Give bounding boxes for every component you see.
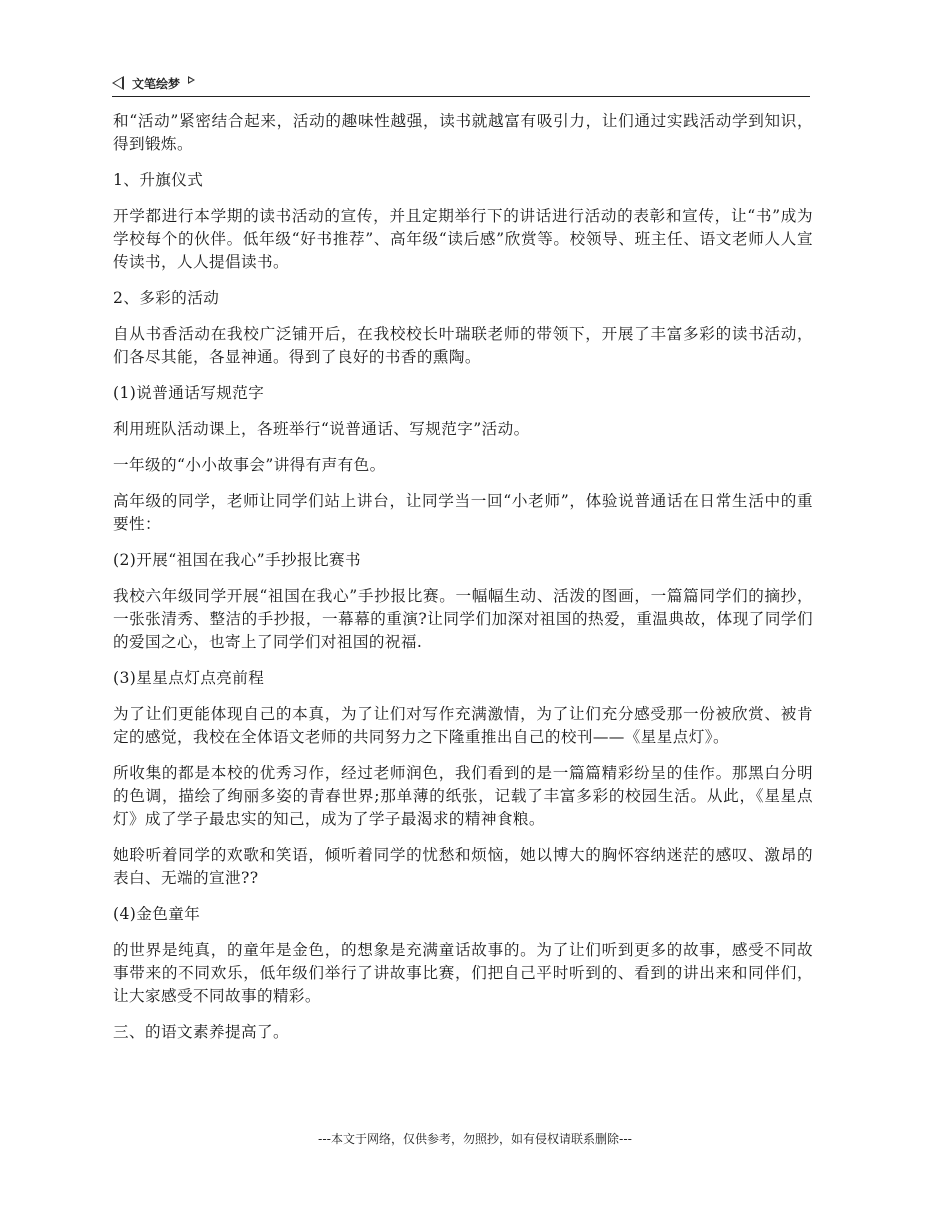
paragraph: 和“活动”紧密结合起来，活动的趣味性越强，读书就越富有吸引力，让们通过实践活动学到知识，得到锻炼。 [113, 112, 813, 153]
paragraph: 一年级的“小小故事会”讲得有声有色。 [113, 456, 386, 474]
subsection-heading: (1)说普通话写规范字 [113, 384, 265, 402]
page-footer: ---本文于网络，仅供参考，勿照抄，如有侵权请联系删除--- [318, 1132, 632, 1146]
header-brand: 文笔绘梦 [132, 76, 181, 91]
right-triangle-icon [188, 76, 195, 84]
paragraph: 她聆听着同学的欢歌和笑语，倾听着同学的忧愁和烦恼，她以博大的胸怀容纳迷茫的感叹、激昂的表白、无端的宣泄?? [113, 846, 813, 887]
page-header [112, 70, 810, 97]
section-heading: 2、多彩的活动 [113, 289, 220, 307]
section-heading: 三、的语文素养提高了。 [113, 1023, 289, 1041]
paragraph: 我校六年级同学开展“祖国在我心”手抄报比赛。一幅幅生动、活泼的图画，一篇篇同学们的摘抄，一张张清秀、整洁的手抄报，一幕幕的重演?让同学们加深对祖国的热爱，重温典故，体现了同学们的爱国之心，也寄上了同学们对祖国的祝福. [113, 587, 813, 651]
paragraph: 自从书香活动在我校广泛铺开后，在我校校长叶瑞联老师的带领下，开展了丰富多彩的读书活动，们各尽其能，各显神通。得到了良好的书香的熏陶。 [113, 325, 813, 366]
paragraph: 的世界是纯真，的童年是金色，的想象是充满童话故事的。为了让们听到更多的故事，感受不同故事带来的不同欢乐，低年级们举行了讲故事比赛，们把自己平时听到的、看到的讲出来和同伴们，让大家感受不同故事的精彩。 [113, 941, 813, 1005]
paragraph: 利用班队活动课上，各班举行“说普通话、写规范字”活动。 [113, 420, 530, 438]
left-triangle-icon [112, 76, 124, 90]
section-heading: 1、升旗仪式 [113, 171, 204, 189]
subsection-heading: (3)星星点灯点亮前程 [113, 669, 265, 687]
paragraph: 为了让们更能体现自己的本真，为了让们对写作充满激情，为了让们充分感受那一份被欣赏、被肯定的感觉，我校在全体语文老师的共同努力之下隆重推出自己的校刊——《星星点灯》。 [113, 705, 813, 746]
subsection-heading: (2)开展“祖国在我心”手抄报比赛书 [113, 551, 361, 569]
subsection-heading: (4)金色童年 [113, 905, 201, 923]
paragraph: 高年级的同学，老师让同学们站上讲台，让同学当一回“小老师”，体验说普通话在日常生活中的重要性： [113, 492, 813, 533]
document-body [113, 110, 813, 1057]
paragraph: 开学都进行本学期的读书活动的宣传，并且定期举行下的讲话进行活动的表彰和宣传，让“书”成为学校每个的伙伴。低年级“好书推荐”、高年级“读后感”欣赏等。校领导、班主任、语文老师人人宣传读书，人人提倡读书。 [113, 207, 813, 271]
paragraph: 所收集的都是本校的优秀习作，经过老师润色，我们看到的是一篇篇精彩纷呈的佳作。那黑白分明的色调，描绘了绚丽多姿的青春世界;那单薄的纸张，记载了丰富多彩的校园生活。从此，《星星点灯》成了学子最忠实的知己，成为了学子最渴求的精神食粮。 [113, 764, 813, 828]
